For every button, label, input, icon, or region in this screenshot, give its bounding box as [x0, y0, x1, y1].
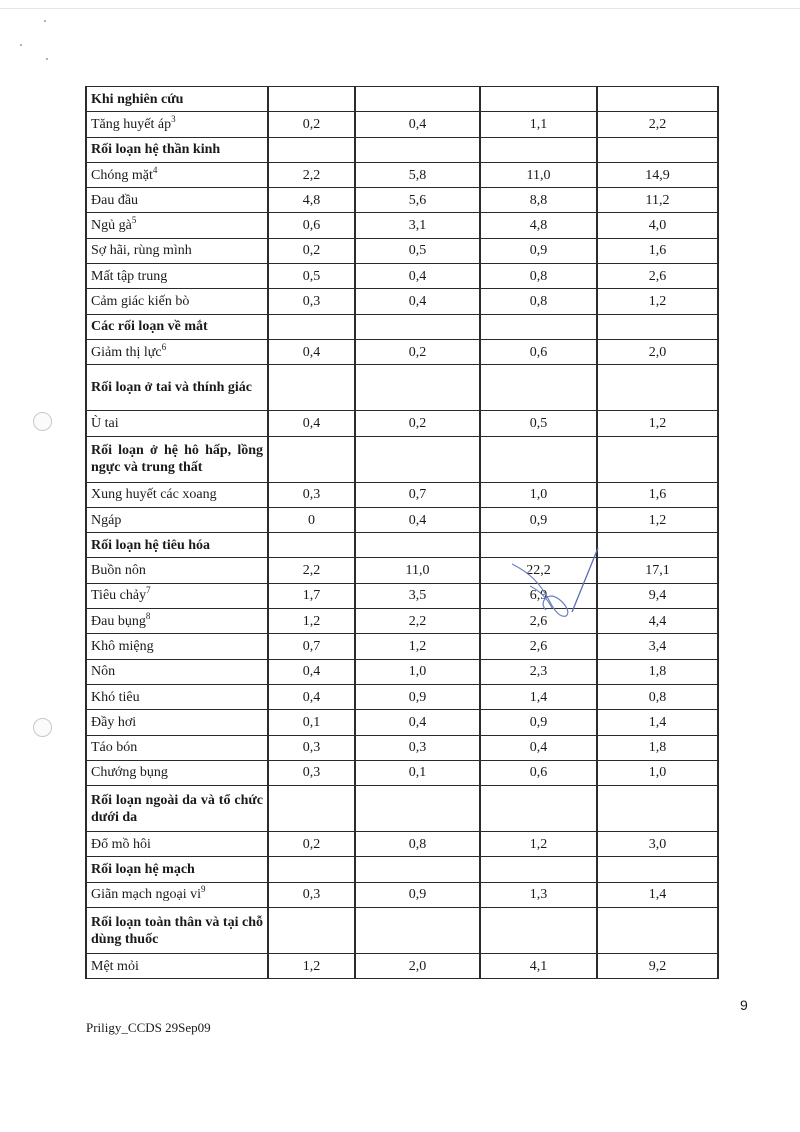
incidence-value: 3,4 — [597, 634, 718, 659]
adverse-event-name — [86, 112, 268, 137]
incidence-value: 0,9 — [480, 238, 597, 263]
empty-cell — [268, 314, 355, 339]
category-heading — [86, 857, 268, 882]
incidence-value: 3,5 — [355, 583, 480, 608]
incidence-value: 2,2 — [268, 162, 355, 187]
adverse-event-label: Xung huyết các xoang — [91, 487, 217, 503]
incidence-value: 0,5 — [268, 264, 355, 289]
empty-cell — [480, 786, 597, 832]
incidence-value: 1,4 — [480, 684, 597, 709]
empty-cell — [480, 365, 597, 411]
table-row — [86, 264, 718, 289]
adverse-event-label: Đổ mồ hôi — [91, 836, 151, 852]
incidence-value: 0,2 — [268, 238, 355, 263]
incidence-value: 6,9 — [480, 583, 597, 608]
category-row — [86, 314, 718, 339]
incidence-value: 1,2 — [480, 832, 597, 857]
incidence-value: 1,2 — [355, 634, 480, 659]
incidence-value: 9,4 — [597, 583, 718, 608]
incidence-value: 2,3 — [480, 659, 597, 684]
adverse-event-name — [86, 710, 268, 735]
adverse-event-label: Chướng bụng — [91, 765, 168, 781]
empty-cell — [597, 137, 718, 162]
table-row — [86, 634, 718, 659]
footnote-marker: 8 — [145, 610, 151, 621]
category-heading — [86, 786, 268, 832]
table-row — [86, 162, 718, 187]
adverse-event-label: Mất tập trung — [91, 268, 168, 284]
category-label: Rối loạn hệ mạch — [91, 862, 195, 878]
incidence-value: 0,3 — [268, 760, 355, 785]
adverse-event-name — [86, 264, 268, 289]
category-heading — [86, 87, 268, 112]
category-heading — [86, 908, 268, 954]
incidence-value: 0,2 — [355, 411, 480, 436]
category-heading — [86, 314, 268, 339]
adverse-event-name — [86, 954, 268, 979]
empty-cell — [480, 137, 597, 162]
incidence-value: 4,8 — [480, 213, 597, 238]
empty-cell — [268, 533, 355, 558]
category-label: Rối loạn hệ thần kinh — [91, 142, 221, 158]
incidence-value: 3,0 — [597, 832, 718, 857]
table-row — [86, 482, 718, 507]
adverse-event-name — [86, 634, 268, 659]
adverse-event-label: Khô miệng — [91, 638, 154, 654]
category-label: Rối loạn ở hệ hô hấp, lồng ngực và trung thất — [91, 443, 263, 476]
incidence-value: 0,8 — [480, 264, 597, 289]
empty-cell — [597, 908, 718, 954]
adverse-event-label: Đầy hơi — [91, 714, 137, 730]
incidence-value: 0,9 — [480, 710, 597, 735]
incidence-value: 0,1 — [355, 760, 480, 785]
empty-cell — [480, 87, 597, 112]
incidence-value: 11,0 — [355, 558, 480, 583]
empty-cell — [597, 786, 718, 832]
empty-cell — [597, 436, 718, 482]
empty-cell — [268, 908, 355, 954]
adverse-event-label: Buồn nôn — [91, 563, 146, 579]
adverse-event-name — [86, 213, 268, 238]
punch-hole-icon — [33, 718, 52, 737]
adverse-event-label: Sợ hãi, rùng mình — [91, 243, 192, 259]
empty-cell — [268, 365, 355, 411]
adverse-event-label: Ngáp — [91, 512, 122, 528]
table-row — [86, 238, 718, 263]
incidence-value: 1,0 — [355, 659, 480, 684]
incidence-value: 2,0 — [355, 954, 480, 979]
empty-cell — [268, 87, 355, 112]
incidence-value: 1,7 — [268, 583, 355, 608]
adverse-event-label: Đau đầu — [91, 192, 139, 208]
incidence-value: 0,7 — [355, 482, 480, 507]
footnote-marker: 5 — [131, 215, 137, 226]
table-row — [86, 507, 718, 532]
adverse-event-name — [86, 735, 268, 760]
empty-cell — [480, 533, 597, 558]
empty-cell — [268, 137, 355, 162]
incidence-value: 0,1 — [268, 710, 355, 735]
adverse-event-label: Cảm giác kiến bò — [91, 294, 190, 310]
category-row — [86, 137, 718, 162]
incidence-value: 1,4 — [597, 882, 718, 907]
incidence-value: 0 — [268, 507, 355, 532]
scan-speck — [46, 58, 48, 60]
incidence-value: 1,6 — [597, 482, 718, 507]
adverse-event-label: Đau bụng — [91, 613, 146, 629]
table-row — [86, 659, 718, 684]
incidence-value: 0,2 — [268, 112, 355, 137]
table-row — [86, 339, 718, 364]
incidence-value: 0,9 — [480, 507, 597, 532]
adverse-event-name — [86, 684, 268, 709]
adverse-event-label: Tăng huyết áp — [91, 116, 172, 132]
table-row — [86, 213, 718, 238]
incidence-value: 3,1 — [355, 213, 480, 238]
incidence-value: 0,9 — [355, 684, 480, 709]
empty-cell — [597, 314, 718, 339]
punch-hole-icon — [33, 412, 52, 431]
incidence-value: 1,0 — [480, 482, 597, 507]
incidence-value: 9,2 — [597, 954, 718, 979]
footnote-marker: 4 — [152, 164, 158, 175]
adverse-event-name — [86, 162, 268, 187]
table-row — [86, 112, 718, 137]
incidence-value: 1,1 — [480, 112, 597, 137]
incidence-value: 1,2 — [268, 954, 355, 979]
category-row — [86, 365, 718, 411]
table-row — [86, 954, 718, 979]
incidence-value: 1,8 — [597, 659, 718, 684]
adverse-event-label: Chóng mặt — [91, 167, 153, 183]
empty-cell — [597, 857, 718, 882]
incidence-value: 17,1 — [597, 558, 718, 583]
footnote-marker: 7 — [146, 585, 151, 596]
incidence-value: 2,0 — [597, 339, 718, 364]
adverse-event-label: Mệt mỏi — [91, 958, 139, 974]
adverse-event-name — [86, 507, 268, 532]
incidence-value: 0,3 — [268, 482, 355, 507]
adverse-events-table — [85, 86, 719, 979]
empty-cell — [268, 436, 355, 482]
empty-cell — [355, 533, 480, 558]
table-row — [86, 188, 718, 213]
incidence-value: 1,2 — [597, 507, 718, 532]
incidence-value: 1,6 — [597, 238, 718, 263]
incidence-value: 11,0 — [480, 162, 597, 187]
empty-cell — [480, 436, 597, 482]
category-heading — [86, 137, 268, 162]
empty-cell — [355, 365, 480, 411]
incidence-value: 1,3 — [480, 882, 597, 907]
incidence-value: 0,8 — [355, 832, 480, 857]
footnote-marker: 6 — [161, 341, 167, 352]
adverse-event-label: Giảm thị lực — [91, 344, 162, 360]
incidence-value: 0,3 — [268, 882, 355, 907]
table-row — [86, 558, 718, 583]
category-row — [86, 87, 718, 112]
category-heading — [86, 436, 268, 482]
incidence-value: 1,0 — [597, 760, 718, 785]
category-label: Rối loạn hệ tiêu hóa — [91, 537, 211, 553]
incidence-value: 1,2 — [268, 609, 355, 634]
adverse-event-name — [86, 609, 268, 634]
incidence-value: 0,4 — [268, 684, 355, 709]
incidence-value: 8,8 — [480, 188, 597, 213]
incidence-value: 4,1 — [480, 954, 597, 979]
category-row — [86, 857, 718, 882]
incidence-value: 0,4 — [355, 112, 480, 137]
incidence-value: 0,4 — [355, 710, 480, 735]
adverse-event-name — [86, 659, 268, 684]
empty-cell — [480, 908, 597, 954]
empty-cell — [355, 436, 480, 482]
incidence-value: 2,2 — [355, 609, 480, 634]
adverse-event-label: Tiêu chảy — [91, 588, 147, 604]
category-row — [86, 533, 718, 558]
adverse-event-name — [86, 482, 268, 507]
empty-cell — [268, 857, 355, 882]
adverse-event-label: Nôn — [91, 664, 116, 680]
incidence-value: 0,4 — [355, 264, 480, 289]
category-label: Rối loạn toàn thân và tại chỗ dùng thuốc — [91, 914, 263, 947]
category-heading — [86, 365, 268, 411]
incidence-value: 0,4 — [355, 289, 480, 314]
table-row — [86, 710, 718, 735]
incidence-value: 2,2 — [597, 112, 718, 137]
empty-cell — [268, 786, 355, 832]
incidence-value: 2,6 — [597, 264, 718, 289]
incidence-value: 0,8 — [480, 289, 597, 314]
empty-cell — [355, 137, 480, 162]
table-row — [86, 882, 718, 907]
adverse-event-label: Ù tai — [91, 415, 119, 431]
adverse-event-name — [86, 238, 268, 263]
empty-cell — [480, 857, 597, 882]
incidence-value: 22,2 — [480, 558, 597, 583]
incidence-value: 0,7 — [268, 634, 355, 659]
adverse-event-name — [86, 760, 268, 785]
empty-cell — [480, 314, 597, 339]
incidence-value: 1,2 — [597, 411, 718, 436]
adverse-event-name — [86, 289, 268, 314]
adverse-event-name — [86, 832, 268, 857]
incidence-value: 0,6 — [480, 760, 597, 785]
category-label: Khi nghiên cứu — [91, 91, 184, 107]
incidence-value: 0,4 — [268, 411, 355, 436]
adverse-event-label: Táo bón — [91, 740, 138, 756]
adverse-event-name — [86, 882, 268, 907]
incidence-value: 0,9 — [355, 882, 480, 907]
footnote-marker: 3 — [171, 113, 176, 124]
scan-speck — [20, 44, 22, 46]
table-row — [86, 289, 718, 314]
incidence-value: 0,3 — [268, 735, 355, 760]
incidence-value: 2,6 — [480, 634, 597, 659]
empty-cell — [355, 786, 480, 832]
page-number: 9 — [740, 997, 748, 1013]
incidence-value: 11,2 — [597, 188, 718, 213]
document-footer: Priligy_CCDS 29Sep09 — [86, 1020, 211, 1035]
scan-speck — [44, 20, 46, 22]
incidence-value: 0,3 — [355, 735, 480, 760]
empty-cell — [597, 365, 718, 411]
incidence-value: 0,3 — [268, 289, 355, 314]
footnote-marker: 9 — [201, 884, 206, 895]
table-row — [86, 760, 718, 785]
incidence-value: 1,8 — [597, 735, 718, 760]
table-body — [86, 87, 718, 979]
category-label: Các rối loạn về mắt — [91, 319, 208, 335]
table-row — [86, 411, 718, 436]
adverse-event-name — [86, 339, 268, 364]
incidence-value: 5,6 — [355, 188, 480, 213]
empty-cell — [597, 533, 718, 558]
empty-cell — [355, 908, 480, 954]
adverse-event-label: Giãn mạch ngoại vi — [91, 887, 202, 903]
incidence-value: 1,4 — [597, 710, 718, 735]
incidence-value: 0,5 — [355, 238, 480, 263]
adverse-event-name — [86, 558, 268, 583]
incidence-value: 0,4 — [355, 507, 480, 532]
adverse-event-name — [86, 583, 268, 608]
incidence-value: 0,5 — [480, 411, 597, 436]
incidence-value: 0,2 — [268, 832, 355, 857]
incidence-value: 0,4 — [480, 735, 597, 760]
incidence-value: 2,2 — [268, 558, 355, 583]
incidence-value: 0,6 — [480, 339, 597, 364]
adverse-event-name — [86, 411, 268, 436]
incidence-value: 1,2 — [597, 289, 718, 314]
table-row — [86, 684, 718, 709]
incidence-value: 4,8 — [268, 188, 355, 213]
incidence-value: 14,9 — [597, 162, 718, 187]
incidence-value: 0,8 — [597, 684, 718, 709]
category-row — [86, 786, 718, 832]
table-row — [86, 735, 718, 760]
category-row — [86, 908, 718, 954]
empty-cell — [597, 87, 718, 112]
incidence-value: 2,6 — [480, 609, 597, 634]
table-row — [86, 583, 718, 608]
empty-cell — [355, 87, 480, 112]
incidence-value: 4,4 — [597, 609, 718, 634]
adverse-event-label: Ngủ gà — [91, 218, 132, 234]
table-row — [86, 609, 718, 634]
empty-cell — [355, 314, 480, 339]
incidence-value: 4,0 — [597, 213, 718, 238]
category-heading — [86, 533, 268, 558]
empty-cell — [355, 857, 480, 882]
incidence-value: 0,2 — [355, 339, 480, 364]
adverse-event-name — [86, 188, 268, 213]
adverse-event-label: Khó tiêu — [91, 689, 140, 705]
table-row — [86, 832, 718, 857]
incidence-value: 0,6 — [268, 213, 355, 238]
category-row — [86, 436, 718, 482]
incidence-value: 5,8 — [355, 162, 480, 187]
incidence-value: 0,4 — [268, 659, 355, 684]
category-label: Rối loạn ngoài da và tổ chức dưới da — [91, 792, 263, 825]
incidence-value: 0,4 — [268, 339, 355, 364]
category-label: Rối loạn ở tai và thính giác — [91, 380, 252, 396]
scan-edge-line — [0, 8, 800, 9]
